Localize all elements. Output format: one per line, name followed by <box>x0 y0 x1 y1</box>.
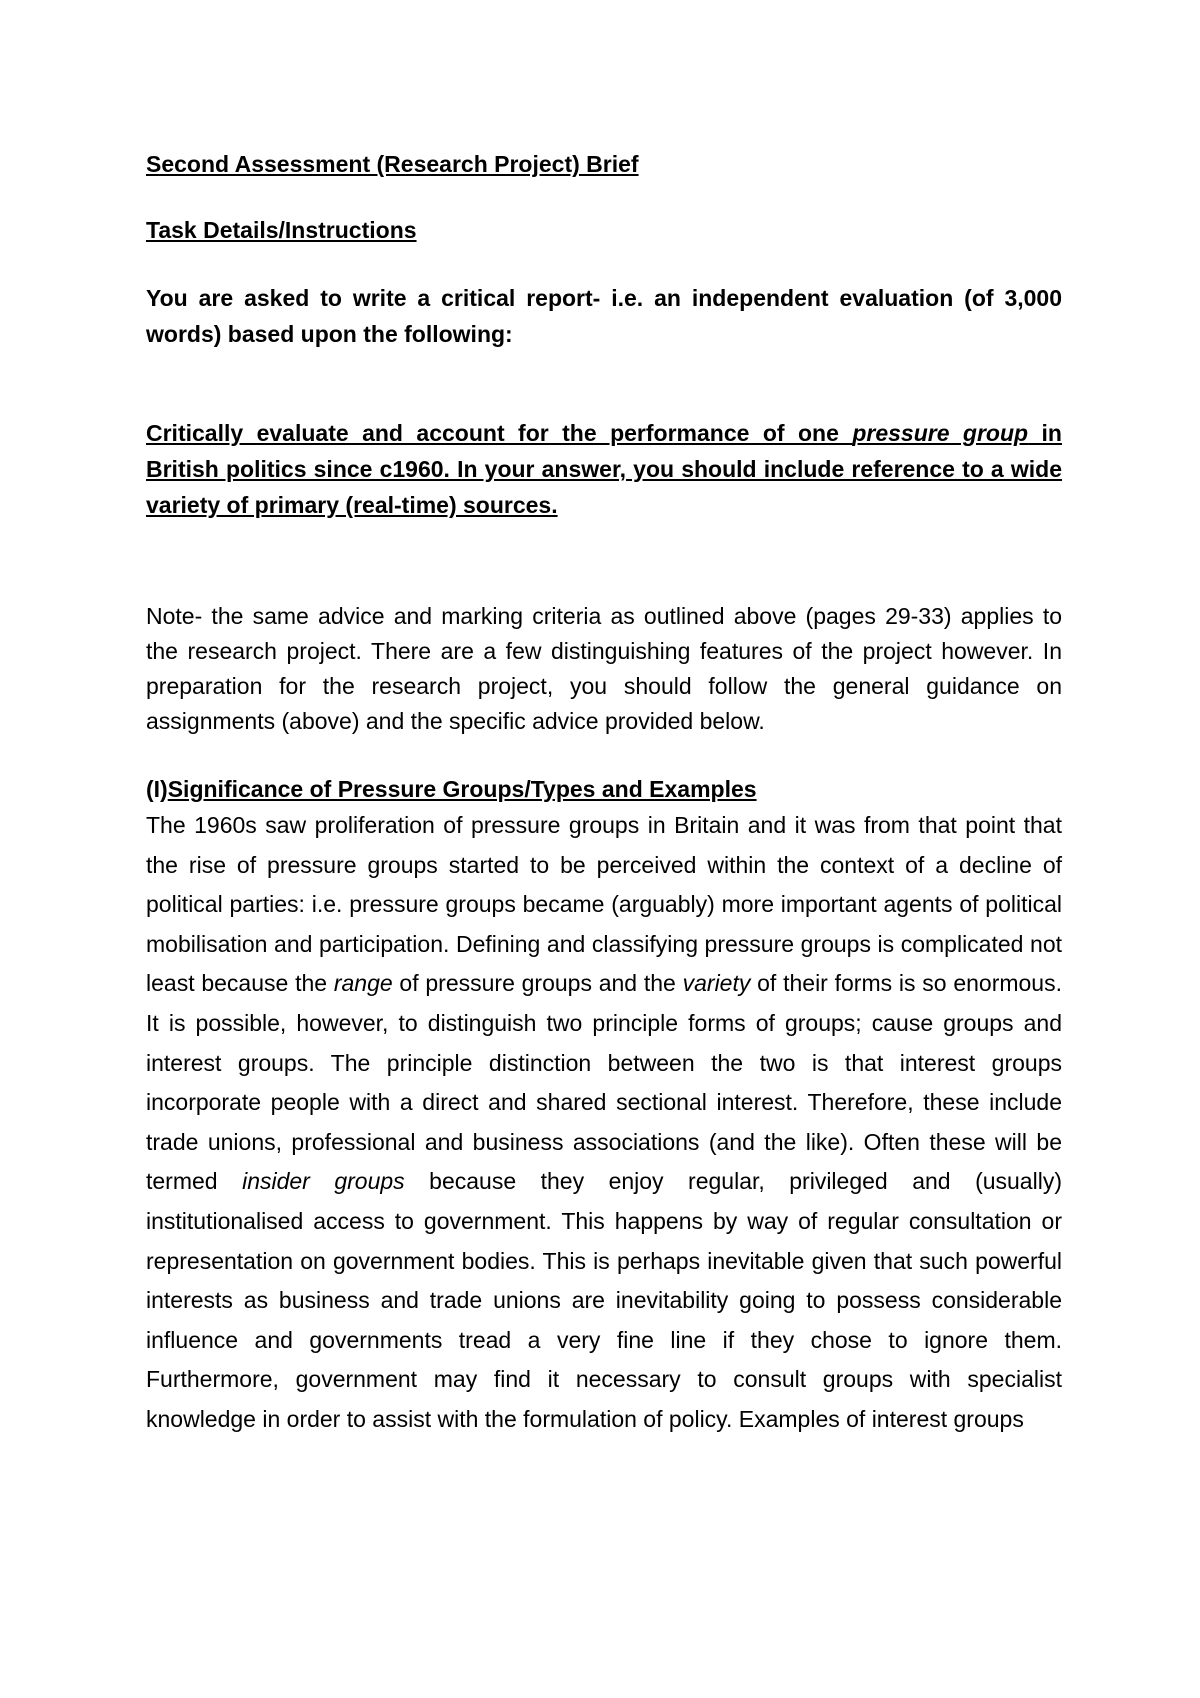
question-text-2: in British politics since c1960. In your answer, you should include reference to a wide variety of primary (real-time) sources. <box>146 420 1062 518</box>
task-heading: Task Details/Instructions <box>146 217 417 243</box>
emphasis-range: range <box>333 970 393 997</box>
research-question <box>146 415 1062 523</box>
section-text-1: The 1960s saw proliferation of pressure groups in Britain and it was from that point that the rise of pressure groups started to be perceived within the context of a decline of political parties: i.e. pressure groups became (arguably) more important agents of political mobilisation and participation. Defining and classifying pressure groups is complicated not least because the <box>146 812 1062 997</box>
note-paragraph: Note- the same advice and marking criteria as outlined above (pages 29-33) applies to the research project. There are a few distinguishing features of the project however. In preparation for the research project, you should follow the general guidance on assignments (above) and the specific advice provided below. <box>146 603 1062 734</box>
section-number: (I) <box>146 776 168 802</box>
document-body <box>146 148 1062 1440</box>
intro-paragraph: You are asked to write a critical report- i.e. an independent evaluation (of 3,000 words) based upon the following: <box>146 285 1062 347</box>
section-text-4: because they enjoy regular, privileged and (usually) institutionalised access to government. This happens by way of regular consultation or representation on government bodies. This is perhaps inevitable given that such powerful interests as business and trade unions are inevitability going to possess considerable influence and governments tread a very fine line if they chose to ignore them. Furthermore, government may find it necessary to consult groups with specialist knowledge in order to assist with the formulation of policy. Examples of interest groups <box>146 1168 1062 1432</box>
question-text-1: Critically evaluate and account for the performance of one <box>146 420 853 446</box>
document-title: Second Assessment (Research Project) Brief <box>146 151 639 177</box>
question-emphasis: pressure group <box>852 420 1029 446</box>
section-paragraph <box>146 806 1062 1440</box>
section-title: Significance of Pressure Groups/Types and Examples <box>167 776 757 802</box>
section-text-3: of their forms is so enormous. It is possible, however, to distinguish two principle forms of groups; cause groups and interest groups. The principle distinction between the two is that interest groups incorporate people with a direct and shared sectional interest. Therefore, these include trade unions, professional and business associations (and the like). Often these will be termed <box>146 970 1062 1195</box>
section-heading <box>146 773 1062 806</box>
section-text-2: of pressure groups and the <box>392 970 683 997</box>
emphasis-insider-groups: insider groups <box>242 1168 405 1195</box>
emphasis-variety: variety <box>682 970 751 997</box>
